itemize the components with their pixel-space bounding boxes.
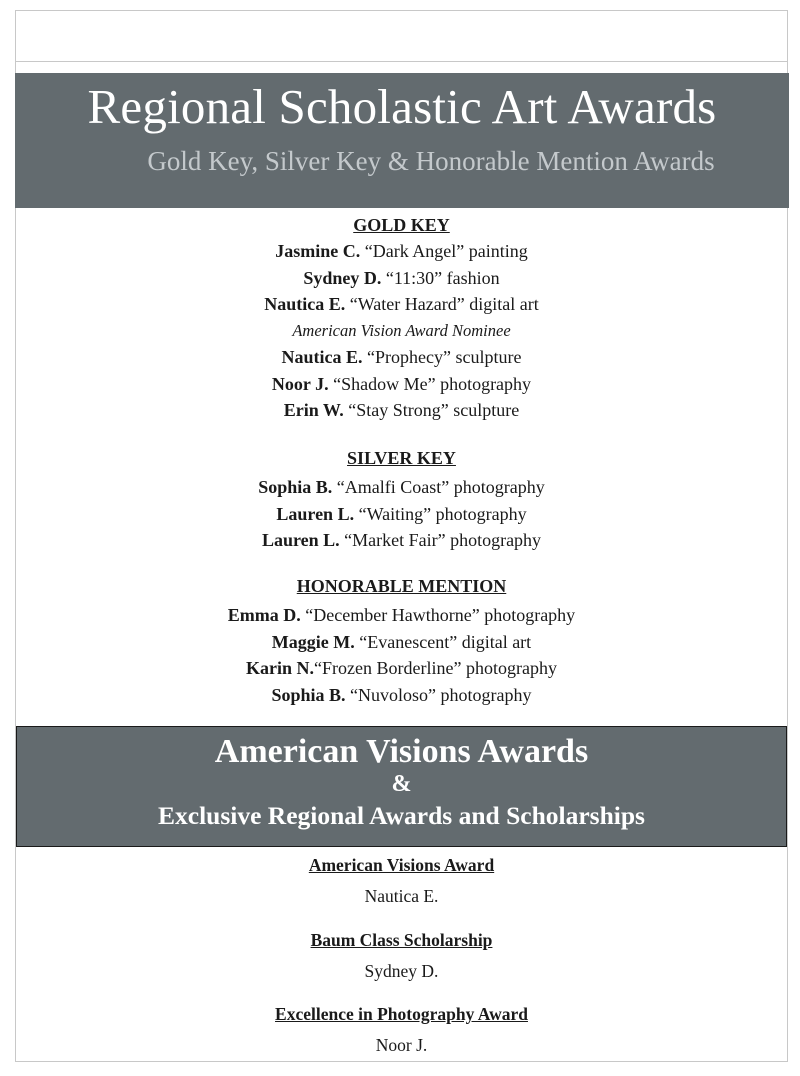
- top-divider: [15, 61, 788, 62]
- student-name: Erin W.: [283, 400, 344, 420]
- award-item: [15, 852, 788, 910]
- artwork-title: “Amalfi Coast” photography: [332, 477, 545, 497]
- artwork-title: “Frozen Borderline” photography: [314, 658, 557, 678]
- gold-key-heading: GOLD KEY: [353, 215, 450, 235]
- silver-key-heading: SILVER KEY: [347, 448, 456, 468]
- student-name: Sophia B.: [258, 477, 333, 497]
- award-entry: [15, 474, 788, 501]
- silver-key-section: [15, 445, 788, 554]
- award-entry: [15, 344, 788, 371]
- award-entry: [15, 602, 788, 629]
- student-name: Nautica E.: [264, 294, 346, 314]
- artwork-title: “Water Hazard” digital art: [345, 294, 539, 314]
- award-entry: [15, 527, 788, 554]
- artwork-title: “Dark Angel” painting: [360, 241, 528, 261]
- award-entry: [15, 371, 788, 398]
- award-name: Baum Class Scholarship: [310, 930, 493, 950]
- page-title: Regional Scholastic Art Awards: [87, 79, 717, 134]
- student-name: Nautica E.: [281, 347, 363, 367]
- header-banner: [15, 73, 789, 208]
- award-item: [15, 1001, 788, 1059]
- artwork-title: “December Hawthorne” photography: [300, 605, 576, 625]
- awards-banner-subtitle: Exclusive Regional Awards and Scholarships: [158, 801, 645, 830]
- award-name: Excellence in Photography Award: [275, 1004, 528, 1024]
- student-name: Jasmine C.: [275, 241, 361, 261]
- artwork-title: “Nuvoloso” photography: [345, 684, 532, 705]
- gold-key-section: [15, 212, 788, 424]
- artwork-title: “Evanescent” digital art: [354, 631, 532, 652]
- artwork-title: “Prophecy” sculpture: [362, 347, 522, 367]
- award-entry: [15, 655, 788, 682]
- award-entry: [15, 397, 788, 424]
- honorable-mention-section: [15, 573, 788, 708]
- student-name: Sydney D.: [303, 267, 382, 288]
- awards-banner-ampersand: &: [391, 771, 412, 797]
- artwork-title: “11:30” fashion: [381, 267, 500, 288]
- artwork-title: “Waiting” photography: [354, 503, 527, 524]
- award-name: American Visions Award: [308, 855, 495, 875]
- award-entry: [15, 629, 788, 656]
- awards-banner: [16, 726, 787, 847]
- student-name: Maggie M.: [271, 631, 355, 652]
- student-name: Sophia B.: [271, 684, 346, 705]
- student-name: Lauren L.: [261, 530, 340, 550]
- award-recipient: Noor J.: [375, 1035, 428, 1055]
- award-entry: [15, 501, 788, 528]
- award-entry: [15, 682, 788, 709]
- award-entry: [15, 291, 788, 318]
- honorable-mention-heading: HONORABLE MENTION: [296, 576, 507, 596]
- student-name: Noor J.: [271, 373, 329, 394]
- student-name: Karin N.: [246, 658, 315, 678]
- award-recipient: Nautica E.: [364, 886, 439, 906]
- award-entry: [15, 238, 788, 265]
- student-name: Lauren L.: [276, 503, 355, 524]
- artwork-title: “Shadow Me” photography: [328, 373, 532, 394]
- awards-banner-title: American Visions Awards: [214, 733, 589, 770]
- artwork-title: “Market Fair” photography: [339, 530, 542, 550]
- student-name: Emma D.: [227, 605, 301, 625]
- nominee-note: American Vision Award Nominee: [292, 320, 511, 340]
- award-recipient: Sydney D.: [364, 961, 439, 981]
- award-item: [15, 927, 788, 985]
- artwork-title: “Stay Strong” sculpture: [343, 400, 520, 420]
- page-subtitle: Gold Key, Silver Key & Honorable Mention Awards: [147, 146, 715, 176]
- award-entry: [15, 265, 788, 292]
